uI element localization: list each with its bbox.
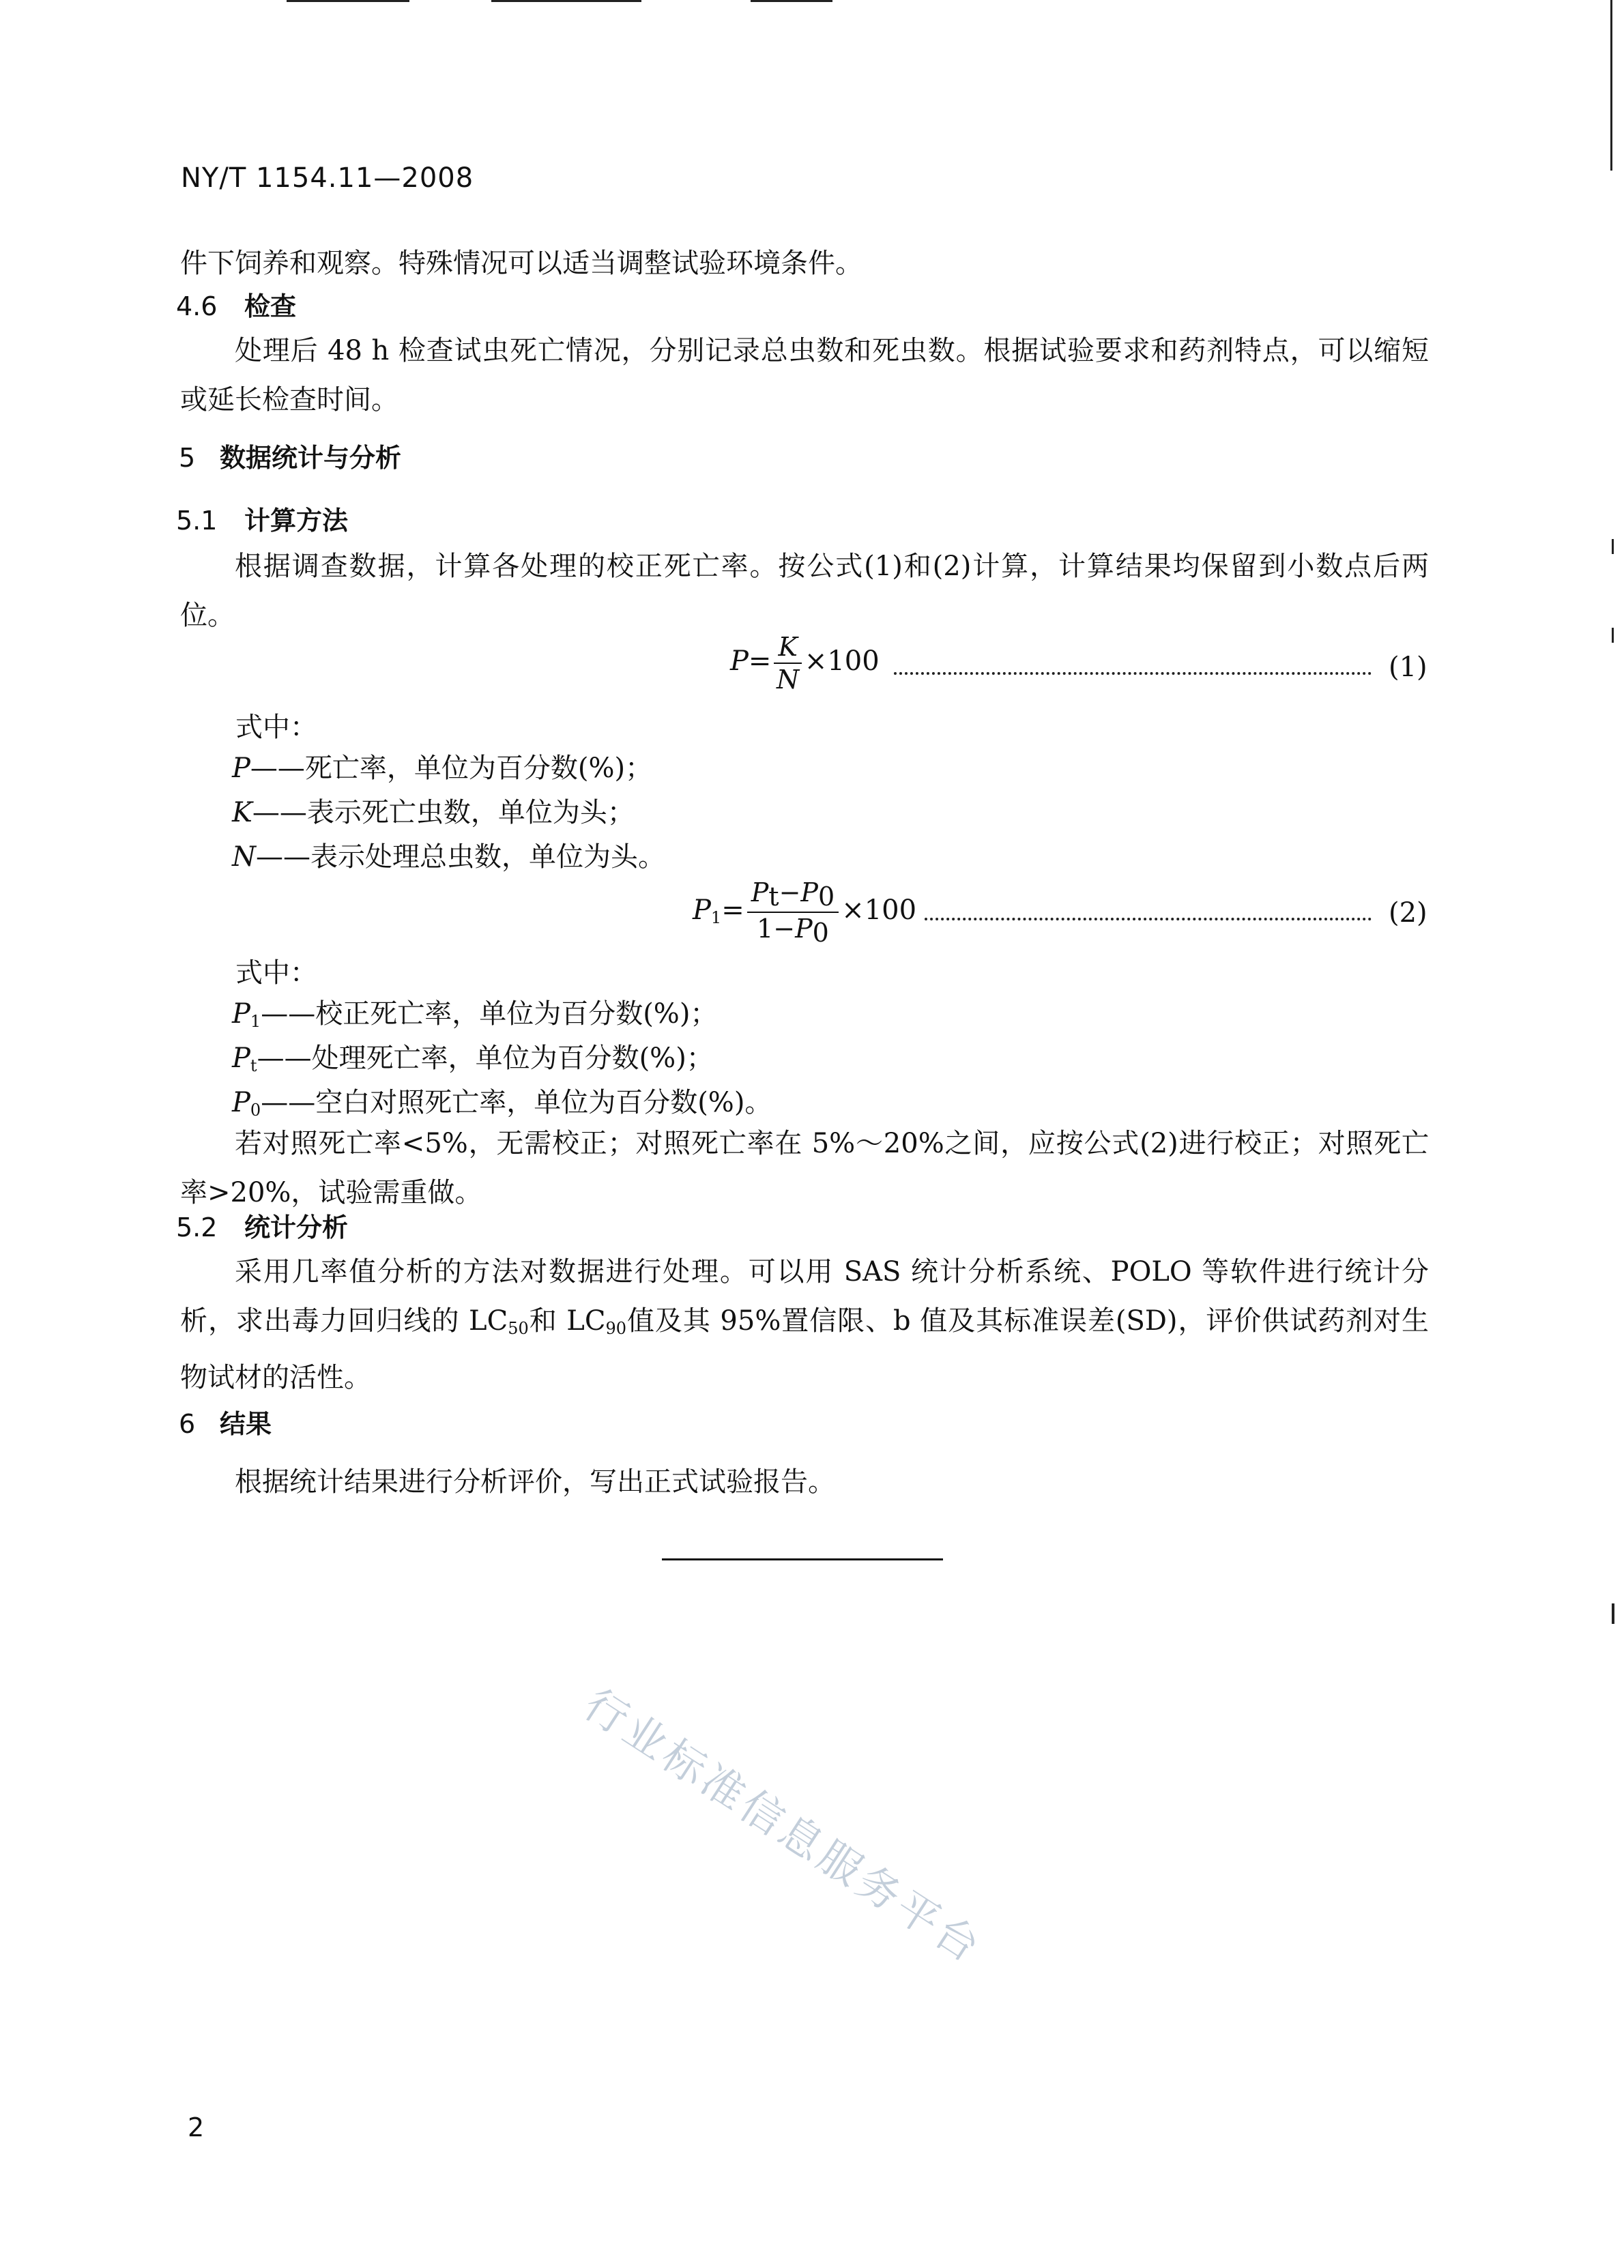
section-number: 4.6 [176, 291, 218, 321]
section-5-heading [179, 437, 401, 474]
eq1-lhs: P= [730, 645, 772, 677]
eq2-tail: ×100 [841, 895, 917, 926]
eq2-den-b: P [795, 914, 813, 944]
eq2-numerator [747, 877, 839, 913]
def-text: ——表示死亡虫数，单位为头； [252, 797, 635, 828]
eq2-denominator [747, 913, 839, 948]
section-title: 检查 [244, 291, 297, 321]
scan-top-mark [751, 0, 832, 2]
eq1-label: (1) [1389, 652, 1427, 683]
def-subscript: 1 [250, 1012, 261, 1031]
scan-top-mark [491, 0, 641, 2]
scan-edge-mark [1610, 0, 1612, 171]
definition-K [232, 788, 635, 837]
definition-N [232, 832, 665, 882]
section-number: 5.1 [176, 506, 218, 536]
def-symbol: P [232, 1043, 250, 1074]
scan-top-mark [287, 0, 409, 2]
paragraph-continuation: 件下饲养和观察。特殊情况可以适当调整试验环境条件。 [180, 248, 862, 279]
eq2-lhs-subscript: 1 [710, 908, 722, 927]
lc90-subscript: 90 [605, 1319, 627, 1338]
def-text: ——死亡率，单位为百分数(%)； [250, 753, 653, 784]
section-6-heading [179, 1403, 272, 1440]
eq2-equals: = [721, 895, 744, 926]
scan-edge-mark [1612, 628, 1614, 643]
section-number: 6 [179, 1409, 196, 1439]
eq2-den-a: 1− [757, 914, 796, 944]
lc50-subscript: 50 [508, 1319, 529, 1338]
def-subscript: 0 [250, 1101, 261, 1120]
page-number: 2 [188, 2112, 205, 2142]
def-text: ——校正死亡率，单位为百分数(%)； [261, 998, 718, 1030]
section-title: 统计分析 [244, 1212, 349, 1242]
eq1-tail: ×100 [804, 645, 880, 677]
end-rule [662, 1558, 943, 1560]
section-number: 5.2 [176, 1212, 218, 1242]
definition-P [232, 744, 652, 793]
eq2-label: (2) [1389, 897, 1427, 929]
section-title: 数据统计与分析 [220, 443, 402, 473]
section-4-6-heading [176, 285, 296, 323]
p52-part-c: 值及其 95%置信限、b 值及其标准误差(SD)，评价供试药剂对生物试材的活性。 [180, 1305, 1429, 1393]
def-symbol: P [232, 753, 250, 784]
where-label-2: 式中： [235, 957, 317, 989]
paragraph-5-2 [180, 1247, 1429, 1402]
def-symbol: N [232, 841, 256, 873]
section-5-2-heading [176, 1206, 348, 1244]
section-title: 计算方法 [244, 506, 349, 536]
section-number: 5 [179, 443, 196, 473]
section-5-1-heading [176, 499, 348, 537]
eq1-numerator: K [774, 631, 801, 664]
eq2-fraction [747, 877, 839, 948]
equation-1 [730, 631, 880, 695]
eq2-num-op: − [779, 877, 801, 907]
eq1-fraction [774, 631, 801, 695]
def-text: ——表示处理总虫数，单位为头。 [256, 841, 665, 873]
def-symbol: P [232, 998, 250, 1030]
def-symbol: K [232, 797, 252, 828]
p52-part-a: 采用几率值分析的方法对数据进行处理。可以用 SAS 统计分析系统、POLO 等软件进行统计分析，求出毒力回归线的 LC [180, 1256, 1429, 1337]
paragraph-6: 根据统计结果进行分析评价，写出正式试验报告。 [235, 1466, 835, 1498]
paragraph-5-1: 根据调查数据，计算各处理的校正死亡率。按公式(1)和(2)计算，计算结果均保留到小数点后两位。 [180, 551, 1429, 631]
p52-part-b: 和 LC [528, 1305, 606, 1337]
eq2-num-b: P [800, 877, 818, 907]
paragraph-4-6: 处理后 48 h 检查试虫死亡情况，分别记录总虫数和死虫数。根据试验要求和药剂特点，可以缩短或延长检查时间。 [180, 335, 1429, 416]
eq1-leader-dots [894, 672, 1372, 675]
def-symbol: P [232, 1087, 250, 1118]
eq2-leader-dots [925, 918, 1372, 920]
eq2-den-b-sub: 0 [812, 918, 829, 948]
eq1-denominator: N [777, 665, 800, 695]
equation-2 [693, 877, 916, 948]
def-text: ——空白对照死亡率，单位为百分数(%)。 [261, 1087, 772, 1118]
eq2-num-b-sub: 0 [818, 882, 835, 912]
eq2-num-a: P [751, 877, 769, 907]
scan-edge-mark [1612, 539, 1614, 554]
scan-edge-mark [1612, 1603, 1614, 1624]
document-header: NY/T 1154.11—2008 [181, 162, 474, 194]
watermark: 行业标准信息服务平台 [575, 1678, 992, 1974]
section-title: 结果 [220, 1409, 272, 1439]
eq2-lhs-symbol: P [693, 895, 711, 926]
where-label-1: 式中： [235, 712, 317, 743]
def-text: ——处理死亡率，单位为百分数(%)； [257, 1043, 714, 1074]
paragraph-correction: 若对照死亡率<5%，无需校正；对照死亡率在 5%～20%之间，应按公式(2)进行校正；对照死亡率>20%，试验需重做。 [180, 1128, 1429, 1208]
eq2-num-a-sub: t [768, 882, 779, 912]
def-subscript: t [250, 1056, 257, 1075]
